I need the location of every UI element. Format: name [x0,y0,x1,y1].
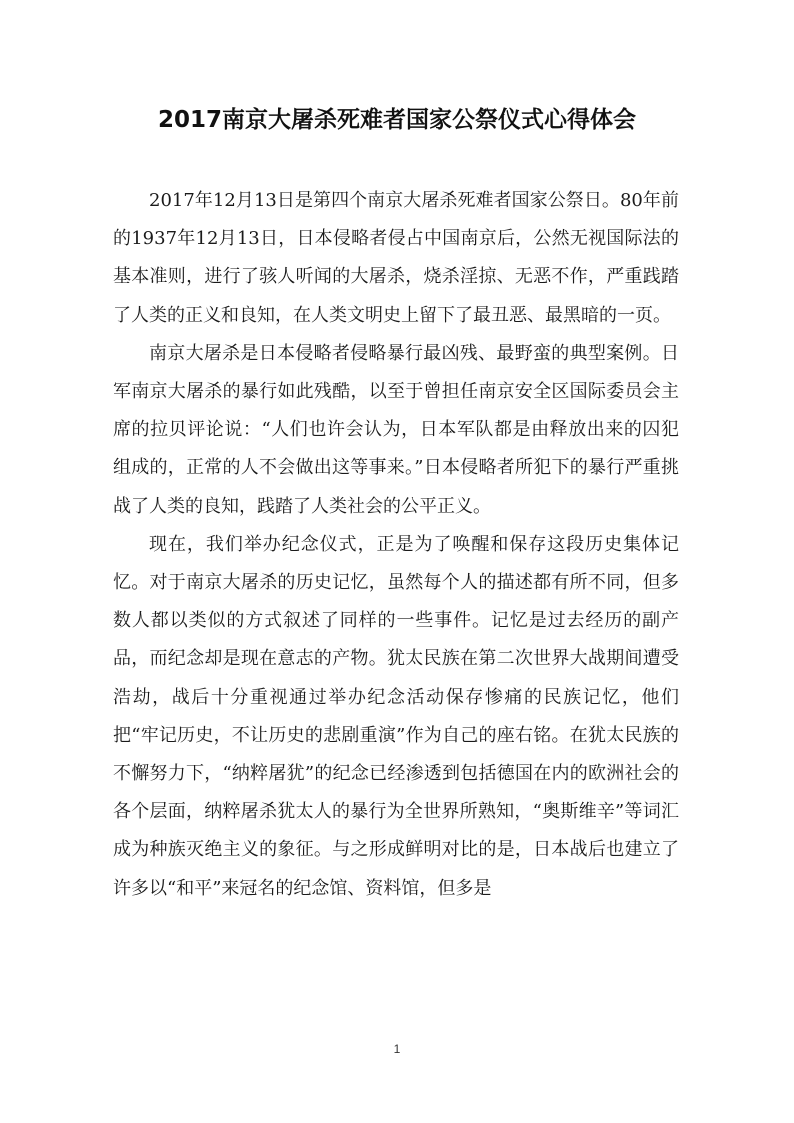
paragraph: 现在，我们举办纪念仪式，正是为了唤醒和保存这段历史集体记忆。对于南京大屠杀的历史记忆，虽然每个人的描述都有所不同，但多数人都以类似的方式叙述了同样的一些事件。记忆是过去经历的副产品，而纪念却是现在意志的产物。犹太民族在第二次世界大战期间遭受浩劫，战后十分重视通过举办纪念活动保存惨痛的民族记忆，他们把“牢记历史，不让历史的悲剧重演”作为自己的座右铭。在犹太民族的不懈努力下，“纳粹屠犹”的纪念已经渗透到包括德国在内的欧洲社会的各个层面，纳粹屠杀犹太人的暴行为全世界所熟知，“奥斯维辛”等词汇成为种族灭绝主义的象征。与之形成鲜明对比的是，日本战后也建立了许多以“和平”来冠名的纪念馆、资料馆，但多是 [113,533,679,899]
paragraph: 南京大屠杀是日本侵略者侵略暴行最凶残、最野蛮的典型案例。日军南京大屠杀的暴行如此残酷，以至于曾担任南京安全区国际委员会主席的拉贝评论说：“人们也许会认为，日本军队都是由释放出来的囚犯组成的，正常的人不会做出这等事来。”日本侵略者所犯下的暴行严重挑战了人类的良知，践踏了人类社会的公平正义。 [113,342,679,517]
document-title: 2017南京大屠杀死难者国家公祭仪式心得体会 [157,107,636,133]
document-body [113,182,679,908]
page-number: 1 [393,1042,401,1056]
paragraph: 2017年12月13日是第四个南京大屠杀死难者国家公祭日。80年前的1937年12月13日，日本侵略者侵占中国南京后，公然无视国际法的基本准则，进行了骇人听闻的大屠杀，烧杀淫掠、无恶不作，严重践踏了人类的正义和良知，在人类文明史上留下了最丑恶、最黑暗的一页。 [113,190,679,326]
